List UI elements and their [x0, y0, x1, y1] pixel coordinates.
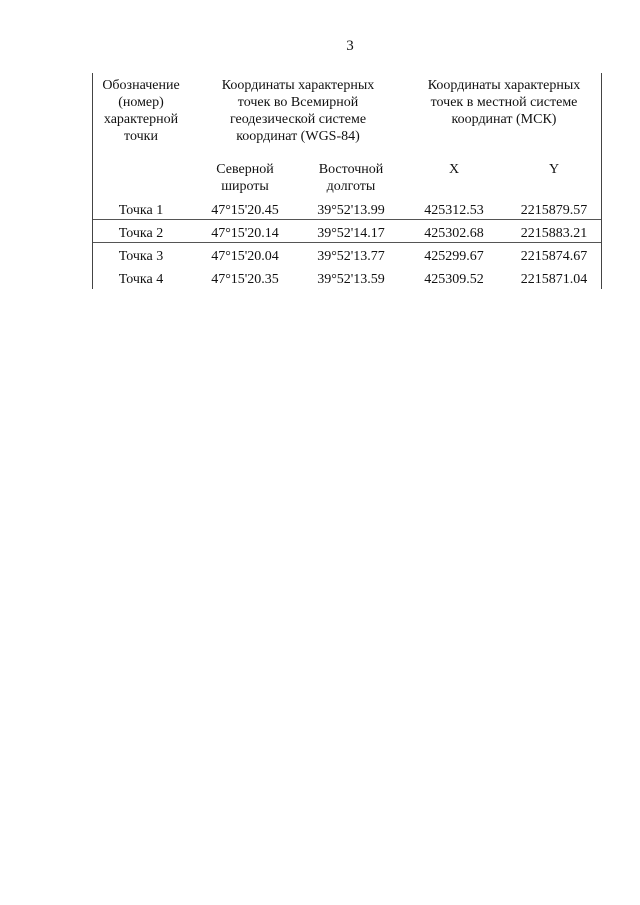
cell-point: Точка 4 [118, 272, 164, 287]
cell-north: 47°15'20.45 [211, 203, 279, 218]
coordinates-table [92, 73, 602, 289]
cell-east: 39°52'13.77 [317, 249, 385, 264]
subheader-y: Y [548, 162, 560, 177]
cell-north: 47°15'20.14 [211, 226, 279, 241]
row-divider [93, 219, 601, 220]
page-number: 3 [346, 38, 354, 54]
cell-east: 39°52'13.59 [317, 272, 385, 287]
cell-x: 425302.68 [424, 226, 484, 241]
cell-point: Точка 3 [118, 249, 164, 264]
cell-east: 39°52'13.99 [317, 203, 385, 218]
cell-y: 2215871.04 [520, 272, 588, 287]
cell-east: 39°52'14.17 [317, 226, 385, 241]
cell-point: Точка 2 [118, 226, 164, 241]
cell-x: 425299.67 [424, 249, 484, 264]
cell-point: Точка 1 [118, 203, 164, 218]
header-msk-coordinates: Координаты характерных точек в местной системе координат (МСК) [427, 78, 581, 127]
cell-north: 47°15'20.35 [211, 272, 279, 287]
cell-y: 2215879.57 [520, 203, 588, 218]
cell-y: 2215874.67 [520, 249, 588, 264]
subheader-east-longitude: Восточной долготы [318, 162, 384, 194]
header-wgs84-coordinates: Координаты характерных точек во Всемирной геодезической системе координат (WGS-84) [221, 78, 375, 144]
cell-x: 425312.53 [424, 203, 484, 218]
cell-x: 425309.52 [424, 272, 484, 287]
subheader-x: X [448, 162, 460, 177]
cell-north: 47°15'20.04 [211, 249, 279, 264]
header-point-designation: Обозначение (номер) характерной точки [102, 78, 180, 144]
cell-y: 2215883.21 [520, 226, 588, 241]
row-divider [93, 242, 601, 243]
subheader-north-latitude: Северной широты [216, 162, 274, 194]
